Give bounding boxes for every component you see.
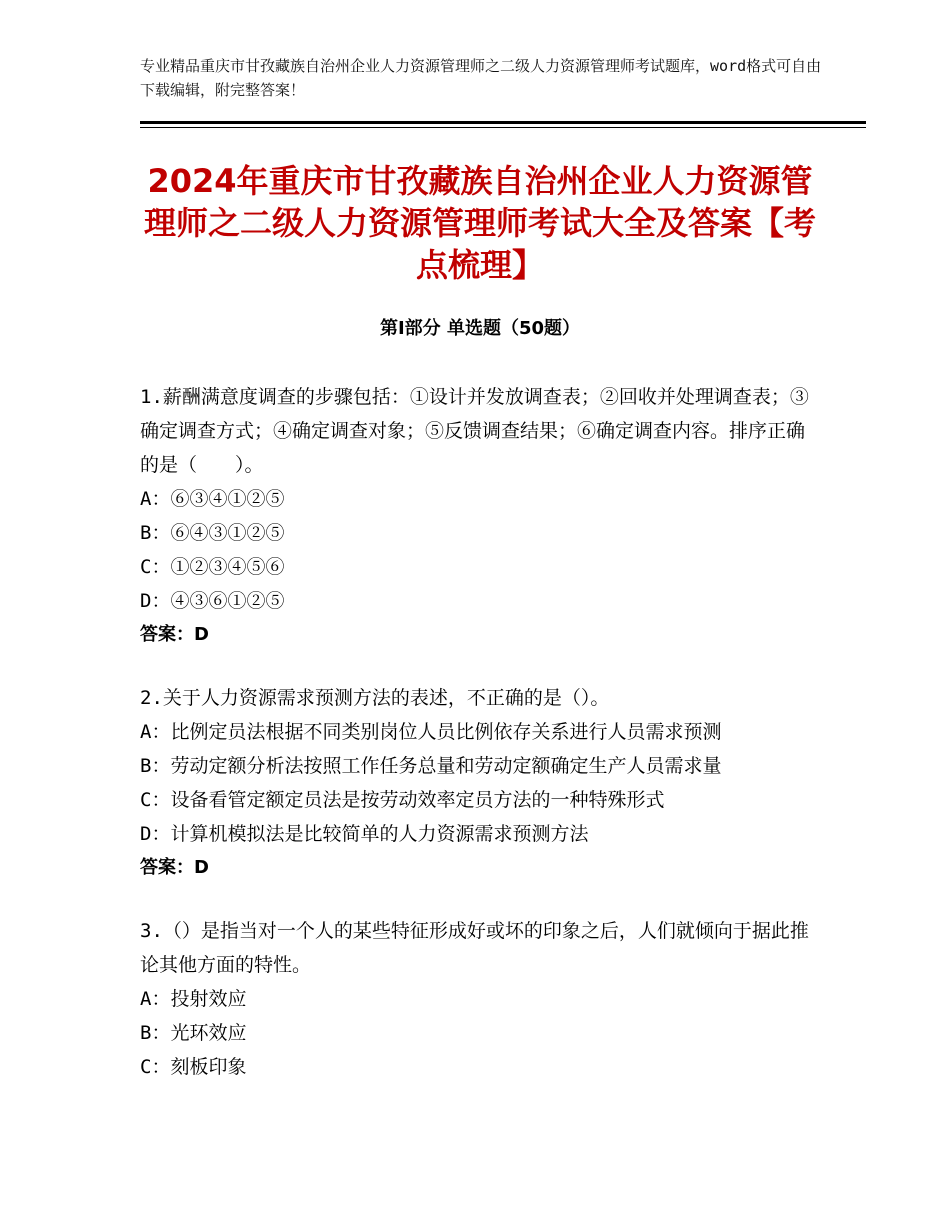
question-2 (140, 681, 820, 885)
option-c: C：①②③④⑤⑥ (140, 556, 285, 578)
option-c: C：设备看管定额定员法是按劳动效率定员方法的一种特殊形式 (140, 789, 665, 811)
document-title: 2024年重庆市甘孜藏族自治州企业人力资源管理师之二级人力资源管理师考试大全及答案【考点梳理】 (143, 162, 816, 284)
option-d: D：④③⑥①②⑤ (140, 590, 285, 612)
question-list (140, 380, 820, 1113)
option-a: A：⑥③④①②⑤ (140, 488, 285, 510)
option-d: D：计算机模拟法是比较简单的人力资源需求预测方法 (140, 823, 589, 845)
option-b: B：劳动定额分析法按照工作任务总量和劳动定额确定生产人员需求量 (140, 755, 722, 777)
question-stem: 1.薪酬满意度调查的步骤包括：①设计并发放调查表；②回收并处理调查表；③确定调查方式；④确定调查对象；⑤反馈调查结果；⑥确定调查内容。排序正确的是（ ）。 (140, 386, 809, 476)
answer: 答案：D (140, 857, 209, 878)
header-rule-thick (140, 121, 866, 124)
question-stem: 3.（）是指当对一个人的某些特征形成好或坏的印象之后，人们就倾向于据此推论其他方面的特性。 (140, 920, 809, 976)
header-rule-thin (140, 127, 866, 128)
question-stem: 2.关于人力资源需求预测方法的表述，不正确的是（）。 (140, 687, 610, 709)
option-b: B：⑥④③①②⑤ (140, 522, 285, 544)
option-a: A：比例定员法根据不同类别岗位人员比例依存关系进行人员需求预测 (140, 721, 722, 743)
option-c: C：刻板印象 (140, 1056, 247, 1078)
section-heading: 第Ⅰ部分 单选题（50题） (379, 318, 580, 339)
option-b: B：光环效应 (140, 1022, 247, 1044)
header-note: 专业精品重庆市甘孜藏族自治州企业人力资源管理师之二级人力资源管理师考试题库，word格式可自由下载编辑，附完整答案！ (140, 57, 822, 99)
option-a: A：投射效应 (140, 988, 247, 1010)
question-3 (140, 914, 820, 1084)
answer: 答案：D (140, 624, 209, 645)
question-1 (140, 380, 820, 652)
